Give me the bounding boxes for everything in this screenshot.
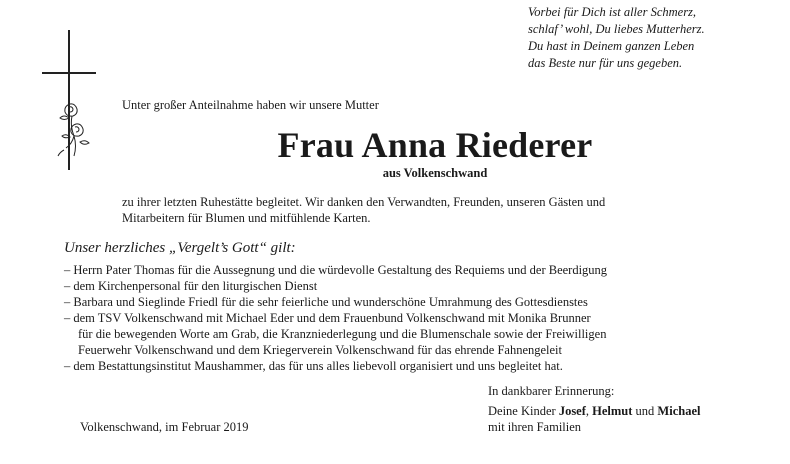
intro-text: Unter großer Anteilnahme haben wir unsere Mutter — [122, 98, 379, 112]
poem-line: Vorbei für Dich ist aller Schmerz, — [528, 5, 697, 19]
list-item-continuation: Feuerwehr Volkenschwand und dem Kriegerverein Volkenschwand für das ehrende Fahnengeleit — [78, 343, 563, 357]
poem — [528, 4, 784, 72]
signer-separator: , — [585, 404, 590, 418]
rose-icon — [50, 96, 94, 158]
origin-text: aus Volkenschwand — [382, 166, 488, 180]
list-item: – Barbara und Sieglinde Friedl für die sehr feierliche und wunderschöne Umrahmung des Gottesdienstes — [64, 295, 588, 309]
deceased-name: Frau Anna Riederer — [277, 125, 593, 165]
list-item: – dem Bestattungsinstitut Maushammer, das für uns alles liebevoll organisiert und uns begleitet hat. — [64, 359, 563, 373]
signer-name: Josef — [558, 404, 586, 418]
signers-line-1 — [488, 403, 700, 419]
list-item: – dem Kirchenpersonal für den liturgischen Dienst — [64, 279, 318, 293]
signer-name: Helmut — [592, 404, 633, 418]
thanks-line: zu ihrer letzten Ruhestätte begleitet. Wir danken den Verwandten, Freunden, unseren Gästen und — [122, 195, 606, 209]
list-item: – dem TSV Volkenschwand mit Michael Eder und dem Frauenbund Volkenschwand mit Monika Brunner — [64, 311, 591, 325]
signers-prefix: Deine Kinder — [488, 404, 556, 418]
memory-text: In dankbarer Erinnerung: — [488, 384, 615, 398]
place-date: Volkenschwand, im Februar 2019 — [80, 420, 249, 434]
list-item: – Herrn Pater Thomas für die Aussegnung und die würdevolle Gestaltung des Requiems und der Beerdigung — [64, 263, 608, 277]
signers-line-2: mit ihren Familien — [488, 420, 582, 434]
signers — [488, 403, 700, 435]
poem-line: schlaf’ wohl, Du liebes Mutterherz. — [528, 22, 705, 36]
poem-line: das Beste nur für uns gegeben. — [528, 56, 683, 70]
list-item-continuation: für die bewegenden Worte am Grab, die Kranzniederlegung und die Blumenschale sowie der Freiwilligen — [78, 327, 607, 341]
thanks-list — [64, 262, 764, 374]
thanks-line: Mitarbeitern für Blumen und mitfühlende Karten. — [122, 211, 371, 225]
signer-and: und — [635, 404, 655, 418]
poem-line: Du hast in Deinem ganzen Leben — [528, 39, 695, 53]
cross-bar — [42, 72, 96, 74]
signer-name: Michael — [657, 404, 701, 418]
thanks-heading: Unser herzliches „Vergelt’s Gott“ gilt: — [64, 240, 296, 256]
thanks-paragraph — [122, 194, 752, 226]
